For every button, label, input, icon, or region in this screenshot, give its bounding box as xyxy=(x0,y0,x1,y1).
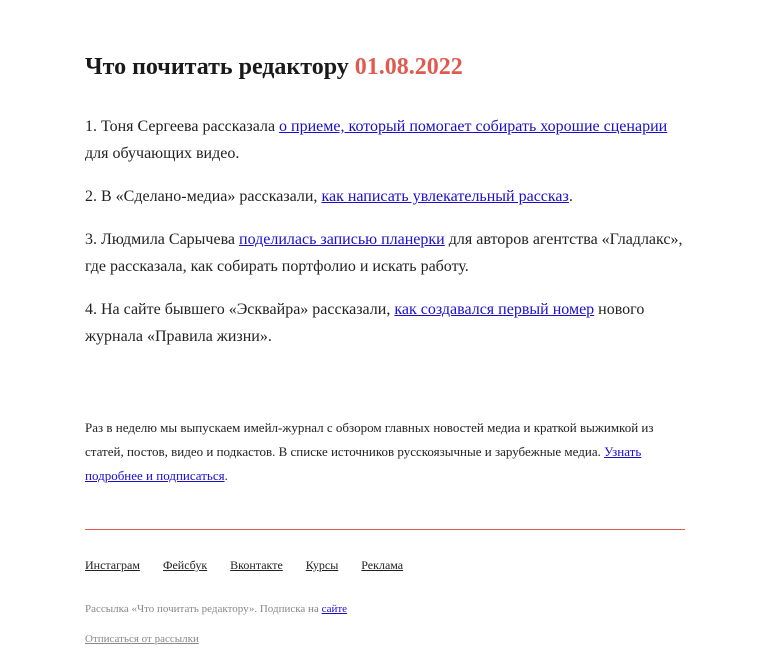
article-link[interactable]: как написать увлекательный рассказ xyxy=(321,188,569,205)
article-link[interactable]: как создавался первый номер xyxy=(394,301,595,318)
page-title xyxy=(85,53,463,81)
subscribe-link[interactable]: Узнать подробнее и подписаться xyxy=(85,444,642,483)
item-text-after: нового журнала «Правила жизни». xyxy=(85,301,645,345)
item-text-before: 3. Людмила Сарычева xyxy=(85,231,240,248)
list-item xyxy=(85,226,685,280)
instagram-link[interactable]: Инстаграм xyxy=(85,558,140,572)
item-text-before: 4. На сайте бывшего «Эсквайра» рассказали, xyxy=(85,301,395,318)
item-text-before: 1. Тоня Сергеева рассказала xyxy=(85,118,280,135)
list-item xyxy=(85,296,685,350)
article-list xyxy=(85,113,685,366)
item-text-after: для обучающих видео. xyxy=(85,145,240,162)
newsletter-about xyxy=(85,416,685,488)
unsubscribe-link[interactable]: Отписаться от рассылки xyxy=(85,633,199,645)
vkontakte-link[interactable]: Вконтакте xyxy=(230,558,283,572)
article-link[interactable]: о приеме, который помогает собирать хорошие сценарии xyxy=(279,118,668,135)
advertising-link[interactable]: Реклама xyxy=(361,558,404,572)
footer-nav xyxy=(85,557,423,573)
site-link[interactable]: сайте xyxy=(321,603,348,615)
footer-divider xyxy=(85,529,685,530)
article-link[interactable]: поделилась записью планерки xyxy=(239,231,445,248)
footer-note-text: Рассылка «Что почитать редактору». Подписка на xyxy=(85,603,322,615)
title-text: Что почитать редактору xyxy=(85,54,349,80)
item-text-before: 2. В «Сделано-медиа» рассказали, xyxy=(85,188,322,205)
about-end: . xyxy=(224,468,228,483)
footer-note xyxy=(85,602,347,616)
courses-link[interactable]: Курсы xyxy=(305,558,339,572)
list-item xyxy=(85,183,685,210)
item-text-after: . xyxy=(568,188,573,205)
unsubscribe-row xyxy=(85,632,199,646)
about-text: Раз в неделю мы выпускаем имейл-журнал с обзором главных новостей медиа и краткой выжимкой из статей, постов, видео и подкастов. В списке источников русскоязычные и зарубежные медиа. xyxy=(85,420,654,459)
list-item xyxy=(85,113,685,167)
issue-date: 01.08.2022 xyxy=(354,54,463,80)
item-text-after: для авторов агентства «Гладлакс», где рассказала, как собирать портфолио и искать работу. xyxy=(85,231,683,275)
facebook-link[interactable]: Фейсбук xyxy=(162,558,208,572)
